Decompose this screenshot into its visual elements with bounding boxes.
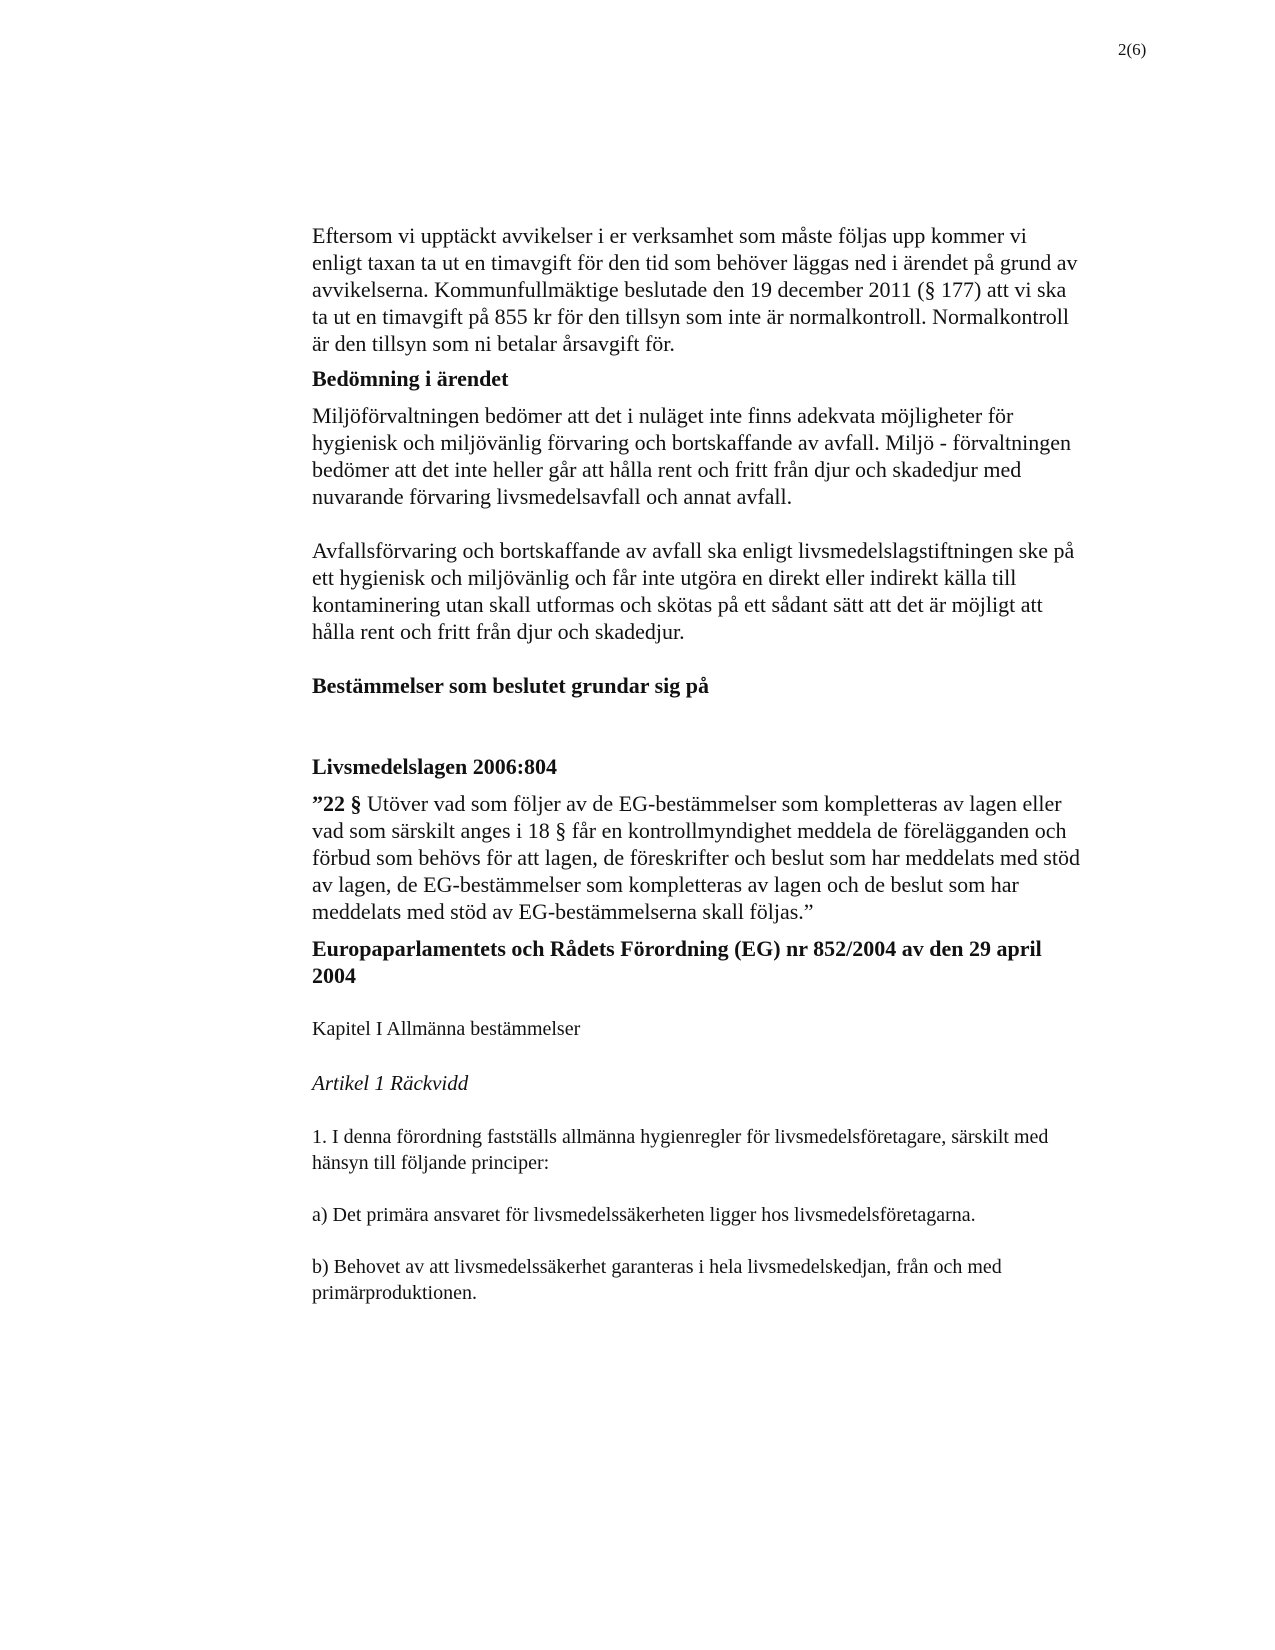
article-item-b: b) Behovet av att livsmedelssäkerhet garanteras i hela livsmedelskedjan, från och med primärproduktionen. — [312, 1256, 1002, 1304]
assessment-heading: Bedömning i ärendet — [312, 366, 509, 391]
provisions-heading: Bestämmelser som beslutet grundar sig på — [312, 673, 710, 698]
chapter-title: Kapitel I Allmänna bestämmelser — [312, 1018, 581, 1040]
regulation-heading: Europaparlamentets och Rådets Förordning (EG) nr 852/2004 av den 29 april 2004 — [312, 936, 1042, 988]
article-item-1: 1. I denna förordning fastställs allmänna hygienregler för livsmedelsföretagare, särskilt med hänsyn till följande principer: — [312, 1126, 1049, 1174]
food-law-quote — [312, 790, 1082, 925]
intro-paragraph: Eftersom vi upptäckt avvikelser i er verksamhet som måste följas upp kommer vi enligt taxan ta ut en timavgift för den tid som behöver läggas ned i ärendet på grund av avvikelserna. Kommunfullmäktige beslutade den 19 december 2011 (§ 177) att vi ska ta ut en timavgift på 855 kr för den tillsyn som inte är normalkontroll. Normalkontroll är den tillsyn som ni betalar årsavgift för. — [312, 223, 1078, 356]
page-number: 2(6) — [1118, 40, 1147, 59]
article-item-a: a) Det primära ansvaret för livsmedelssäkerheten ligger hos livsmedelsföretagarna. — [312, 1204, 976, 1226]
food-law-quote-text: Utöver vad som följer av de EG-bestämmelser som kompletteras av lagen eller vad som särskilt anges i 18 § får en kontrollmyndighet meddela de förelägganden och förbud som behövs för att lagen, de föreskrifter och beslut som har meddelats med stöd av lagen, de EG-bestämmelser som kompletteras av lagen och de beslut som har meddelats med stöd av EG-bestämmelserna skall följas.” — [312, 791, 1080, 924]
article-title: Artikel 1 Räckvidd — [312, 1071, 469, 1095]
assessment-paragraph: Miljöförvaltningen bedömer att det i nuläget inte finns adekvata möjligheter för hygienisk och miljövänlig förvaring och bortskaffande av avfall. Miljö - förvaltningen bedömer att det inte heller går att hålla rent och fritt från djur och skadedjur med nuvarande förvaring livsmedelsavfall och annat avfall. — [312, 403, 1072, 509]
document-body — [312, 222, 1082, 1332]
food-law-heading: Livsmedelslagen 2006:804 — [312, 754, 558, 779]
waste-storage-paragraph: Avfallsförvaring och bortskaffande av avfall ska enligt livsmedelslagstiftningen ske på ett hygienisk och miljövänlig och får inte utgöra en direkt eller indirekt källa till kontaminering utan skall utformas och skötas på ett sådant sätt att det är möjligt att hålla rent och fritt från djur och skadedjur. — [312, 538, 1075, 644]
food-law-section-number: ”22 § — [312, 791, 362, 816]
